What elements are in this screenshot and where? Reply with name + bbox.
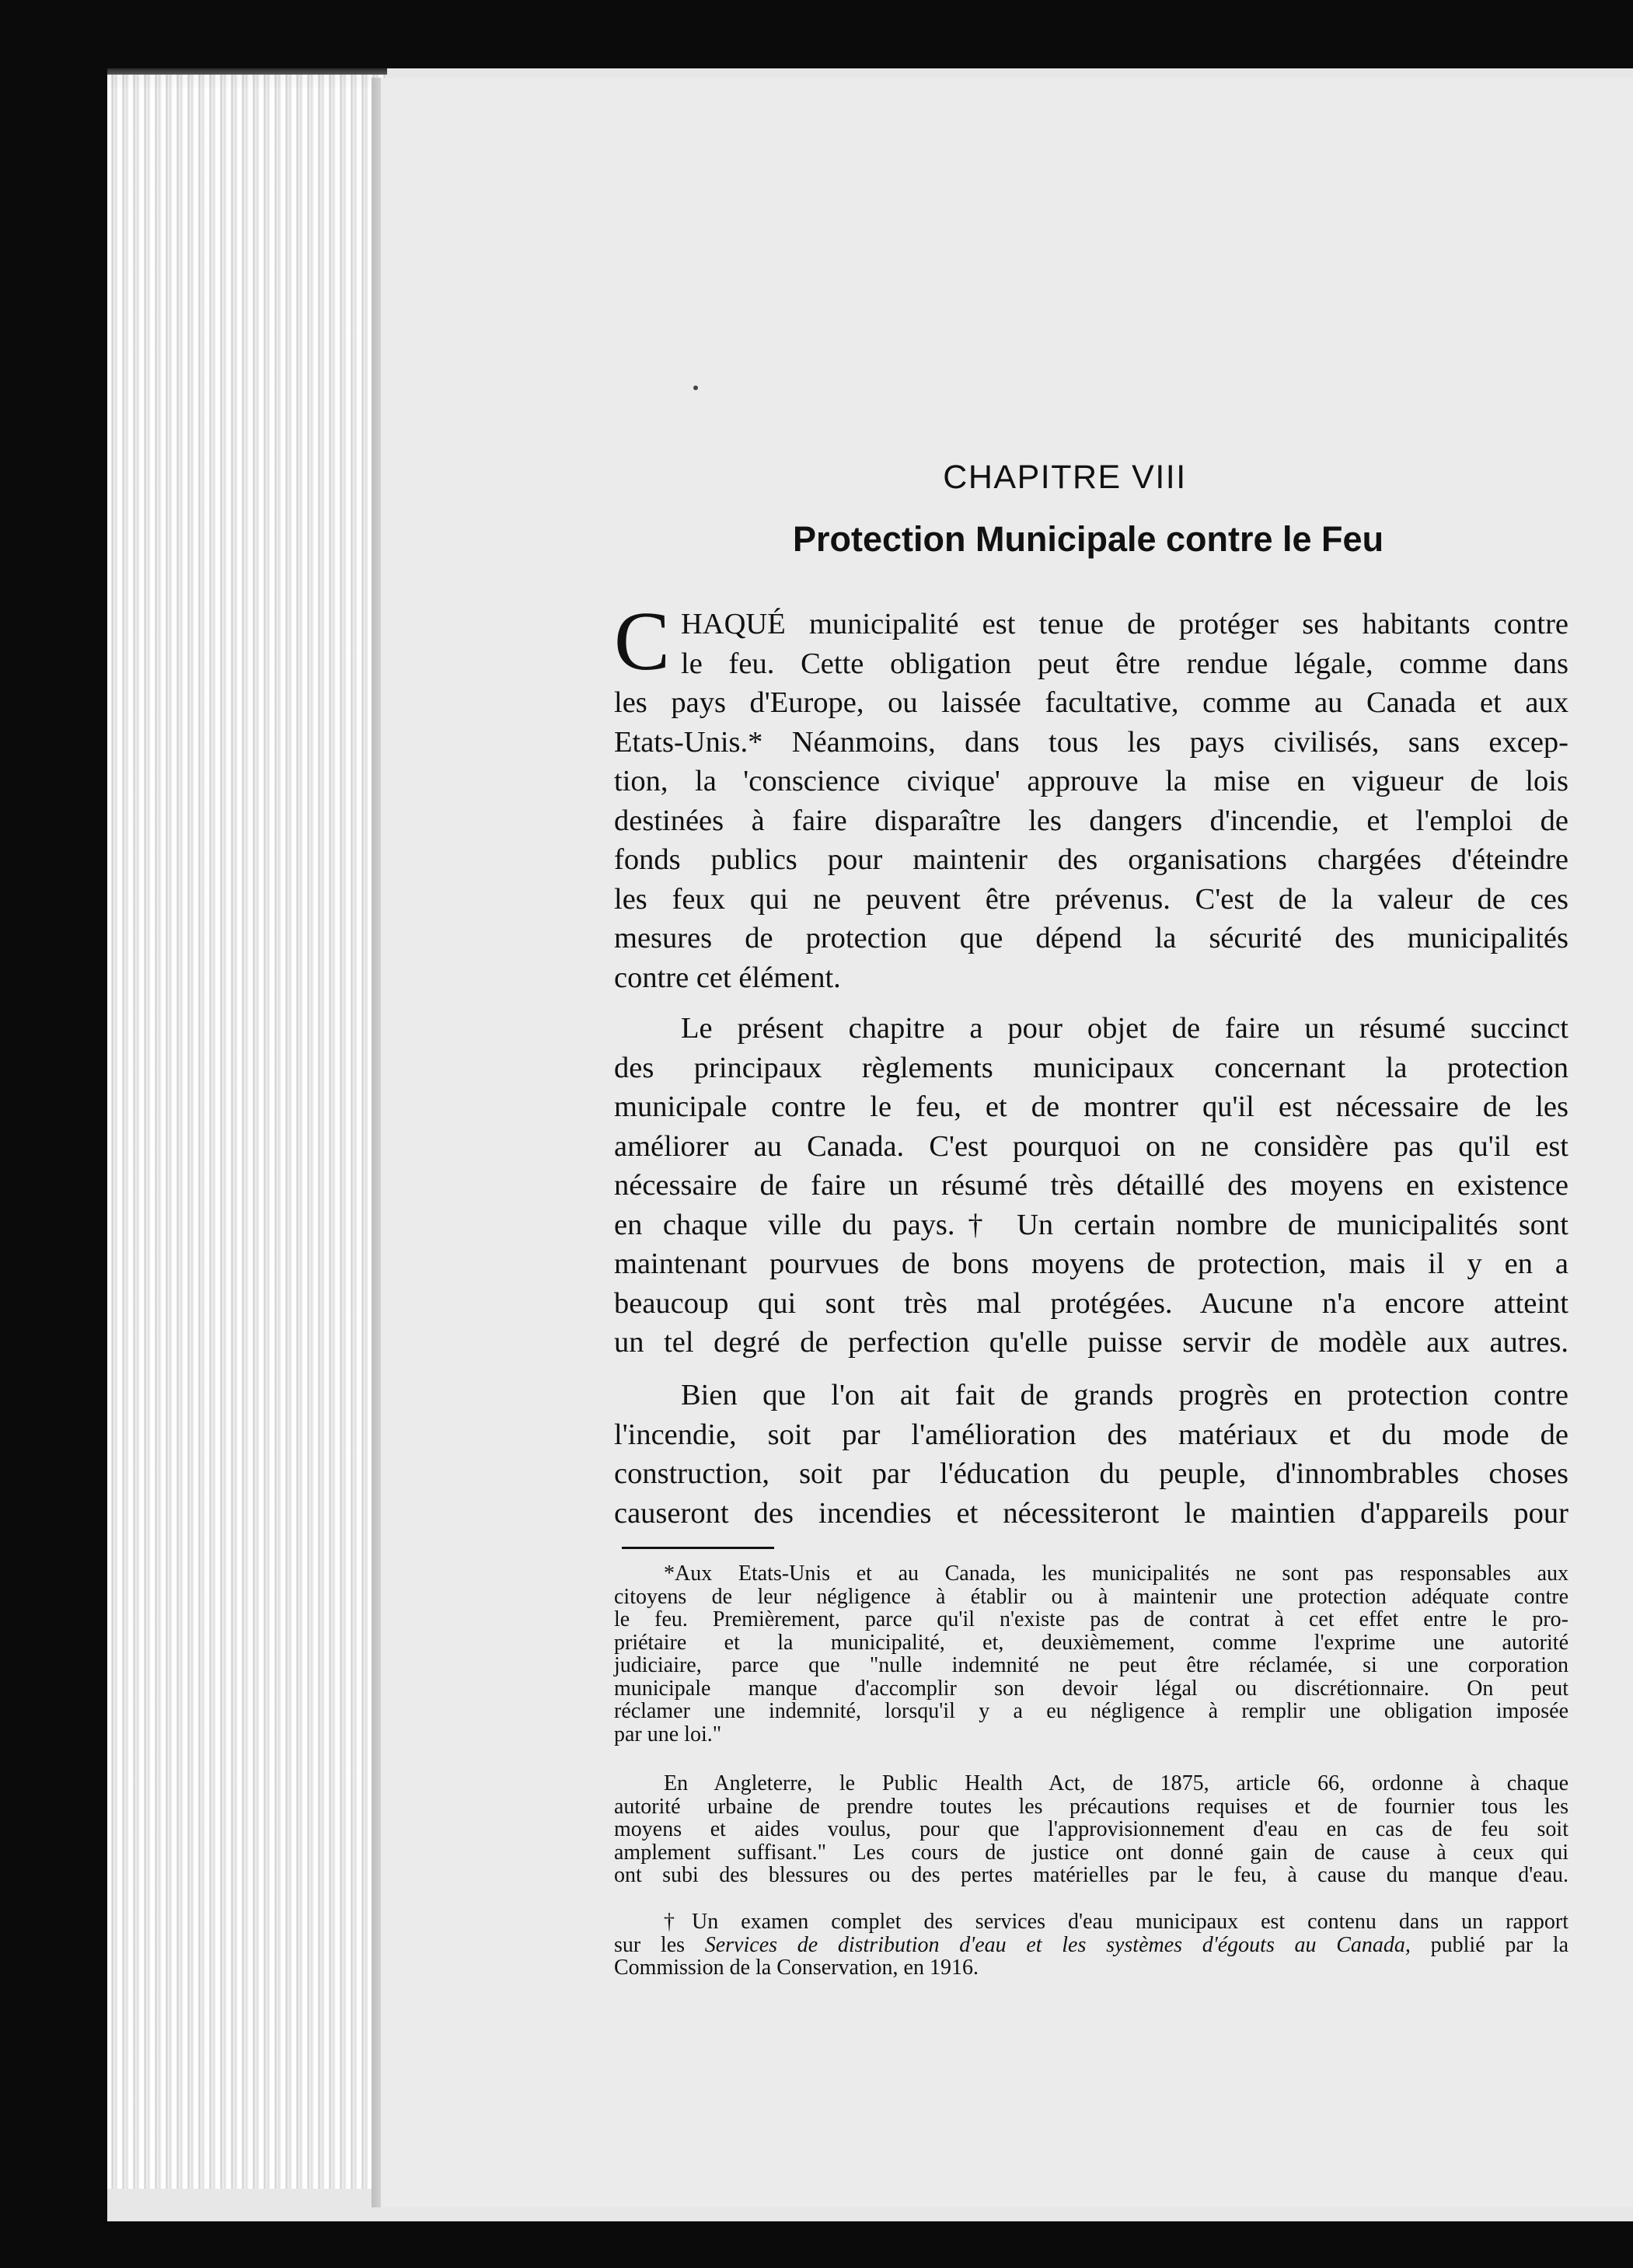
- footnote-1: [614, 1562, 1568, 1746]
- drop-cap: C: [614, 595, 671, 688]
- paragraph-3: [614, 1376, 1568, 1533]
- paragraph-line: maintenant pourvues de bons moyens de protection, mais il y en a: [614, 1247, 1568, 1280]
- report-title: Services de distribution d'eau et les systèmes d'égouts au Canada,: [704, 1932, 1411, 1957]
- paragraph-line: nécessaire de faire un résumé très détaillé des moyens en existence: [614, 1169, 1568, 1202]
- paragraph-line: causeront des incendies et nécessiteront le maintien d'appareils pour: [614, 1496, 1568, 1530]
- footnote-line: moyens et aides voulus, pour que l'approvisionnement d'eau en cas de feu soit: [614, 1817, 1568, 1841]
- footnote-text: sur les: [614, 1932, 705, 1957]
- footnote-line: [614, 1934, 1568, 1957]
- paragraph-line: fonds publics pour maintenir des organisations chargées d'éteindre: [614, 843, 1568, 876]
- footnote-line: †Un examen complet des services d'eau municipaux est contenu dans un rapport: [664, 1910, 1568, 1934]
- paragraph-2: [614, 1009, 1568, 1363]
- paragraph-line: l'incendie, soit par l'amélioration des matériaux et du mode de: [614, 1418, 1568, 1451]
- paragraph-line: tion, la 'conscience civique' approuve la mise en vigueur de lois: [614, 765, 1568, 797]
- page-stack-edges: [107, 75, 387, 2189]
- paragraph-line: les pays d'Europe, ou laissée facultative, comme au Canada et aux: [614, 686, 1568, 719]
- scan-speck: [693, 386, 698, 390]
- footnote-line: Commission de la Conservation, en 1916.: [614, 1956, 979, 1980]
- footnote-rule: [622, 1547, 774, 1549]
- footnote-text: publié par la: [1410, 1932, 1568, 1957]
- paragraph-1: [614, 595, 1568, 997]
- footnote-line: par une loi.": [614, 1722, 722, 1746]
- footnote-line: En Angleterre, le Public Health Act, de 1875, article 66, ordonne à chaque: [664, 1771, 1568, 1795]
- footnote-line: citoyens de leur négligence à établir ou à maintenir une protection adéquate contre: [614, 1584, 1568, 1609]
- footnote-line: judiciaire, parce que "nulle indemnité ne peut être réclamée, si une corporation: [614, 1653, 1568, 1677]
- paragraph-line: en chaque ville du pays.† Un certain nombre de municipalités sont: [614, 1208, 1568, 1241]
- paragraph-line: destinées à faire disparaître les dangers d'incendie, et l'emploi de: [614, 804, 1568, 837]
- footnote-3: [614, 1910, 1568, 1980]
- footnote-line: *Aux Etats-Unis et au Canada, les municipalités ne sont pas responsables aux: [664, 1561, 1568, 1586]
- footnote-line: autorité urbaine de prendre toutes les précautions requises et de fournier tous les: [614, 1794, 1568, 1819]
- paragraph-line: construction, soit par l'éducation du peuple, d'innombrables choses: [614, 1457, 1568, 1490]
- chapter-title: Protection Municipale contre le Feu: [792, 519, 1384, 559]
- footnote-line: amplement suffisant." Les cours de justice ont donné gain de cause à ceux qui: [614, 1840, 1568, 1865]
- footnote-line: ont subi des blessures ou des pertes matérielles par le feu, à cause du manque d'eau.: [614, 1863, 1568, 1887]
- footnote-line: priétaire et la municipalité, et, deuxièmement, comme l'exprime une autorité: [614, 1630, 1568, 1655]
- paragraph-line: Le présent chapitre a pour objet de faire un résumé succinct: [681, 1012, 1568, 1045]
- paragraph-line: Bien que l'on ait fait de grands progrès en protection contre: [681, 1379, 1568, 1411]
- paragraph-line: un tel degré de perfection qu'elle puisse servir de modèle aux autres.: [614, 1326, 1568, 1359]
- footnote-line: réclamer une indemnité, lorsqu'il y a eu négligence à remplir une obligation imposée: [614, 1699, 1568, 1723]
- paragraph-line: le feu. Cette obligation peut être rendue légale, comme dans: [681, 647, 1568, 680]
- paragraph-line: Etats-Unis.* Néanmoins, dans tous les pays civilisés, sans excep-: [614, 725, 1568, 759]
- footnote-2: [614, 1772, 1568, 1887]
- paragraph-line: contre cet élément.: [614, 961, 841, 994]
- footnote-line: municipale manque d'accomplir son devoir légal ou discrétionnaire. On peut: [614, 1676, 1568, 1701]
- paragraph-line: HAQUÉ municipalité est tenue de protéger ses habitants contre: [681, 608, 1568, 640]
- paragraph-line: les feux qui ne peuvent être prévenus. C'est de la valeur de ces: [614, 882, 1568, 916]
- paragraph-line: municipale contre le feu, et de montrer qu'il est nécessaire de les: [614, 1090, 1568, 1123]
- chapter-label: CHAPITRE VIII: [943, 459, 1187, 496]
- paragraph-line: des principaux règlements municipaux concernant la protection: [614, 1051, 1568, 1084]
- footnote-line: le feu. Premièrement, parce qu'il n'existe pas de contrat à cet effet entre le pro-: [614, 1607, 1568, 1631]
- paragraph-line: beaucoup qui sont très mal protégées. Aucune n'a encore atteint: [614, 1286, 1568, 1320]
- paragraph-line: améliorer au Canada. C'est pourquoi on ne considère pas qu'il est: [614, 1129, 1568, 1163]
- paragraph-line: mesures de protection que dépend la sécurité des municipalités: [614, 922, 1568, 954]
